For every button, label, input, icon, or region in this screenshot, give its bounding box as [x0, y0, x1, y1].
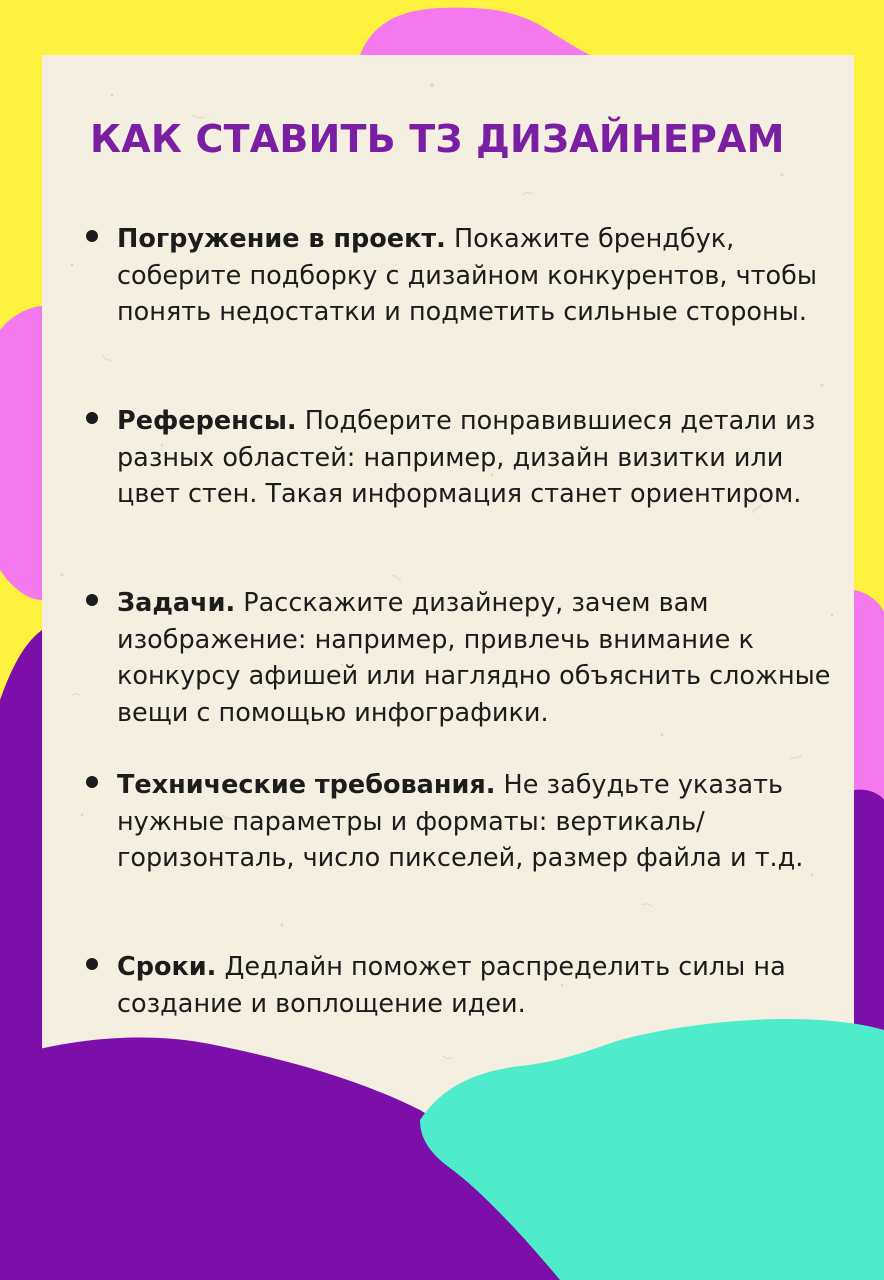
- pink-blob-left: [0, 306, 42, 600]
- list-item-lead: Референсы.: [117, 406, 297, 436]
- page-title: КАК СТАВИТЬ ТЗ ДИЗАЙНЕРАМ: [90, 117, 785, 161]
- bullet-icon: [86, 594, 98, 606]
- list-item-lead: Технические требования.: [117, 770, 496, 800]
- list-item: [86, 767, 846, 877]
- list-item-lead: Погружение в проект.: [117, 224, 446, 254]
- list-item-text: [117, 221, 846, 331]
- list-item: [86, 949, 846, 1022]
- list-item-lead: Задачи.: [117, 588, 236, 618]
- list-item-body: Подберите понравившиеся детали из разных областей: например, дизайн визитки или цвет стен. Такая информация станет ориентиром.: [117, 406, 816, 509]
- list-item-body: Покажите брендбук, соберите подборку с дизайном конкурентов, чтобы понять недостатки и подметить сильные стороны.: [117, 224, 817, 327]
- list-item-text: [117, 585, 846, 731]
- bullet-icon: [86, 958, 98, 970]
- list-item-text: [117, 767, 846, 877]
- purple-blob-right: [854, 790, 884, 1060]
- list-item-text: [117, 403, 846, 513]
- list-item: [86, 403, 846, 513]
- bullet-icon: [86, 776, 98, 788]
- list-item-body: Не забудьте указать нужные параметры и форматы: вертикаль/горизонталь, число пикселей, размер файла и т.д.: [117, 770, 804, 873]
- purple-blob-left: [0, 630, 42, 1280]
- list-item: [86, 585, 846, 731]
- list-item-body: Дедлайн поможет распределить силы на создание и воплощение идеи.: [117, 952, 786, 1019]
- content-card: [42, 55, 854, 1115]
- bullet-icon: [86, 412, 98, 424]
- list-item-body: Расскажите дизайнеру, зачем вам изображение: например, привлечь внимание к конкурсу афишей или наглядно объяснить сложные вещи с помощью инфографики.: [117, 588, 831, 728]
- bullet-icon: [86, 230, 98, 242]
- list-item: [86, 221, 846, 331]
- list-item-lead: Сроки.: [117, 952, 217, 982]
- list-item-text: [117, 949, 846, 1022]
